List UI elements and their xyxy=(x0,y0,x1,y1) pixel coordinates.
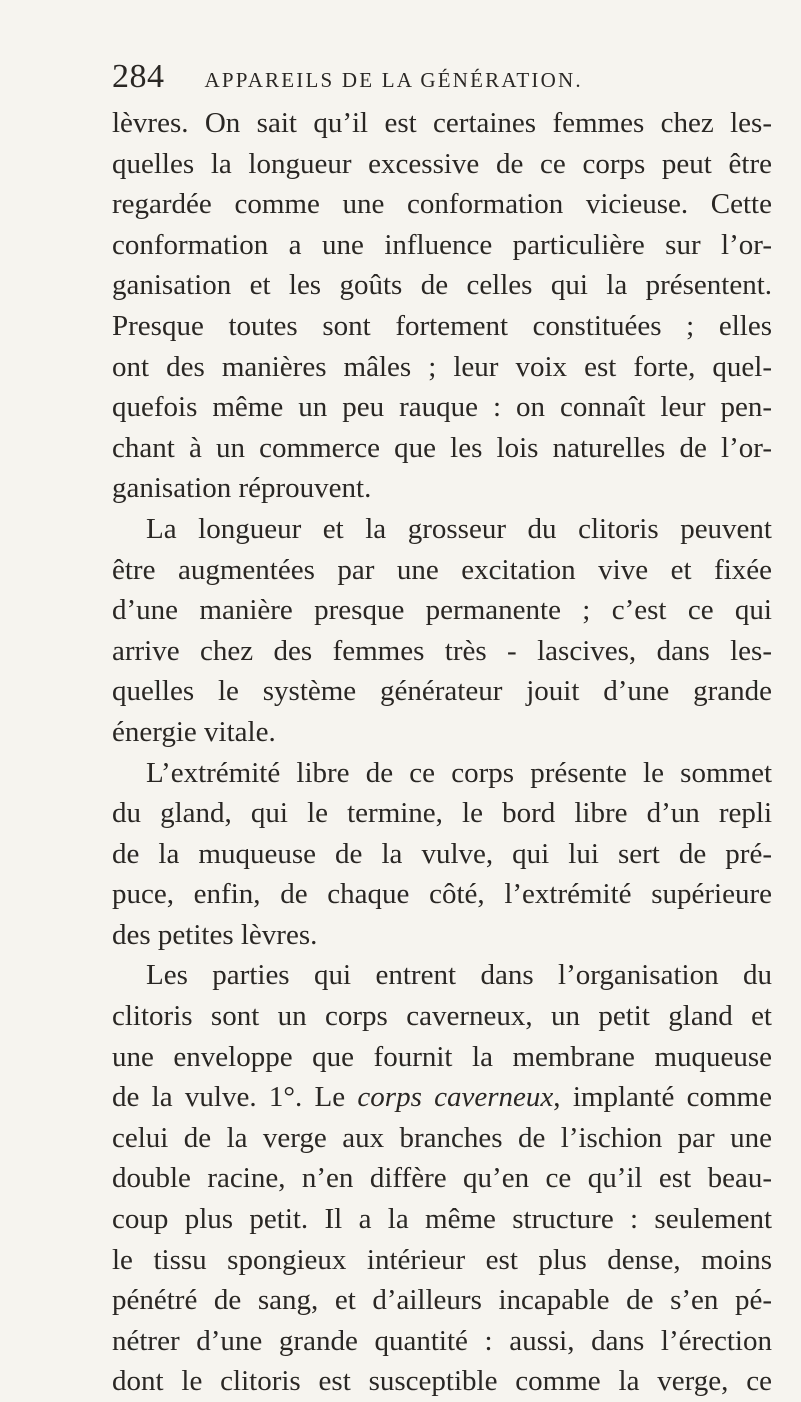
text-line: chant à un commerce que les lois naturelles de l’or- xyxy=(112,431,772,464)
text-line: dont le clitoris est susceptible comme la verge, ce xyxy=(112,1365,772,1398)
text-line: Presque toutes sont fortement constituées ; elles xyxy=(112,309,772,342)
body-text xyxy=(112,103,772,1402)
text-line: lèvres. On sait qu’il est certaines femmes chez les- xyxy=(112,107,772,139)
text-line: ganisation et les goûts de celles qui la présentent. xyxy=(112,269,772,302)
text-line: celui de la verge aux branches de l’ischion par une xyxy=(112,1121,772,1154)
text-line: des petites lèvres. xyxy=(112,918,318,951)
text-line: quelles la longueur excessive de ce corps peut être xyxy=(112,147,772,180)
text-line: de la muqueuse de la vulve, qui lui sert de pré- xyxy=(112,837,772,870)
text-line: une enveloppe que fournit la membrane muqueuse xyxy=(112,1040,772,1073)
text-line: double racine, n’en diffère qu’en ce qu’il est beau- xyxy=(112,1162,772,1195)
paragraph-first-line: L’extrémité libre de ce corps présente le sommet xyxy=(146,756,772,789)
text-line: coup plus petit. Il a la même structure : seulement xyxy=(112,1203,772,1236)
running-title: APPAREILS DE LA GÉNÉRATION. xyxy=(204,68,583,92)
text-line: clitoris sont un corps caverneux, un petit gland et xyxy=(112,1000,772,1033)
running-head xyxy=(112,58,712,98)
text-line: ont des manières mâles ; leur voix est forte, quel- xyxy=(112,350,772,383)
text-line: ganisation réprouvent. xyxy=(112,472,372,505)
paragraph-first-line: La longueur et la grosseur du clitoris peuvent xyxy=(146,512,772,545)
text-line: le tissu spongieux intérieur est plus dense, moins xyxy=(112,1243,772,1276)
text-line: pénétré de sang, et d’ailleurs incapable de s’en pé- xyxy=(112,1284,772,1317)
paragraph-first-line: Les parties qui entrent dans l’organisation du xyxy=(146,959,772,992)
text-line: quefois même un peu rauque : on connaît leur pen- xyxy=(112,391,772,424)
text-line: arrive chez des femmes très - lascives, dans les- xyxy=(112,634,772,667)
text-line: être augmentées par une excitation vive et fixée xyxy=(112,553,772,586)
italic-term: corps caverneux xyxy=(357,1081,554,1114)
line-text-after: , implanté comme xyxy=(553,1081,772,1114)
text-line: énergie vitale. xyxy=(112,715,276,748)
text-line: regardée comme une conformation vicieuse. Cette xyxy=(112,188,772,221)
text-line: du gland, qui le termine, le bord libre d’un repli xyxy=(112,797,772,830)
text-line: d’une manière presque permanente ; c’est ce qui xyxy=(112,594,772,627)
text-line: puce, enfin, de chaque côté, l’extrémité supérieure xyxy=(112,878,772,911)
line-text-before: de la vulve. 1°. Le xyxy=(112,1081,358,1114)
text-line: quelles le système générateur jouit d’une grande xyxy=(112,675,772,708)
text-line: conformation a une influence particulière sur l’or- xyxy=(112,228,772,261)
page-number: 284 xyxy=(112,58,165,95)
text-line: nétrer d’une grande quantité : aussi, dans l’érection xyxy=(112,1324,772,1357)
text-line-with-italic xyxy=(112,1077,772,1118)
